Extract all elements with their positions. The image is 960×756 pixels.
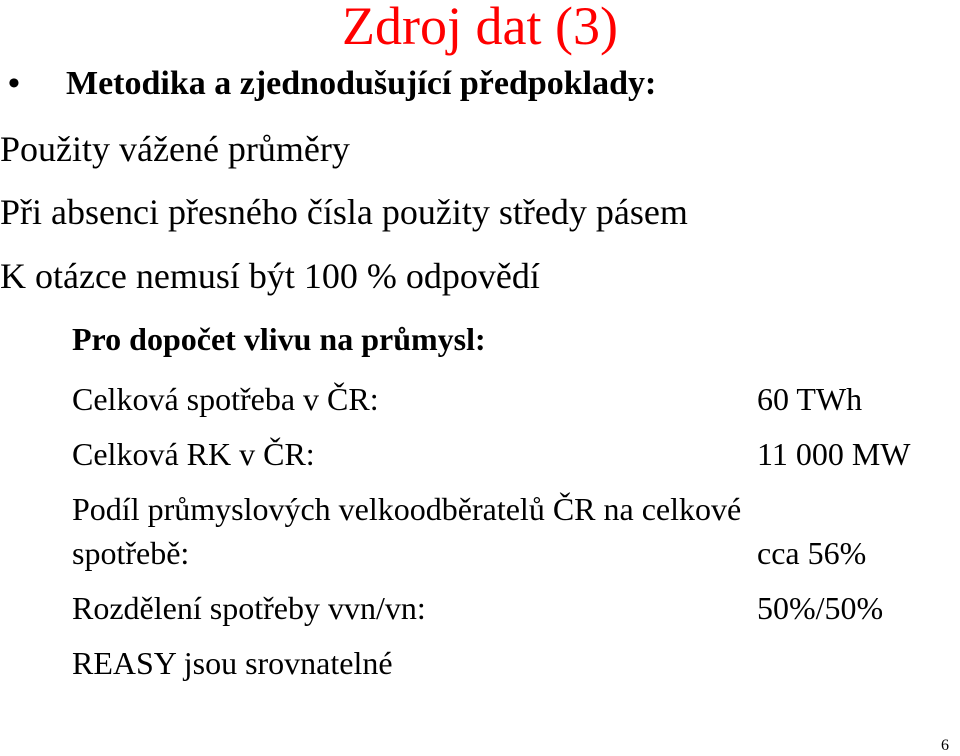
row-value-share-consumption: cca 56% — [757, 535, 867, 571]
text-line-response-rate: K otázce nemusí být 100 % odpovědí — [0, 256, 540, 296]
text-line-weighted-averages: Použity vážené průměry — [0, 129, 350, 169]
page-number: 6 — [941, 737, 949, 754]
row-value-total-consumption: 60 TWh — [757, 381, 863, 417]
row-label-share-consumption: spotřebě: — [72, 535, 190, 571]
subheading-industry: Pro dopočet vlivu na průmysl: — [72, 321, 486, 357]
row-value-consumption-split: 50%/50% — [757, 590, 884, 626]
row-value-total-rk: 11 000 MW — [757, 436, 911, 472]
row-label-total-consumption: Celková spotřeba v ČR: — [72, 381, 379, 417]
text-line-reasy-comparable: REASY jsou srovnatelné — [72, 645, 393, 681]
row-label-consumption-split: Rozdělení spotřeby vvn/vn: — [72, 590, 426, 626]
slide-title: Zdroj dat (3) — [342, 0, 618, 56]
bullet-heading: Metodika a zjednodušující předpoklady: — [66, 65, 657, 102]
bullet-icon: • — [8, 65, 20, 102]
text-line-band-midpoints: Při absenci přesného čísla použity středy pásem — [0, 192, 688, 232]
bullet-item-methodology — [8, 64, 656, 105]
row-label-total-rk: Celková RK v ČR: — [72, 436, 315, 472]
text-line-industrial-share: Podíl průmyslových velkoodběratelů ČR na celkové — [72, 491, 742, 527]
